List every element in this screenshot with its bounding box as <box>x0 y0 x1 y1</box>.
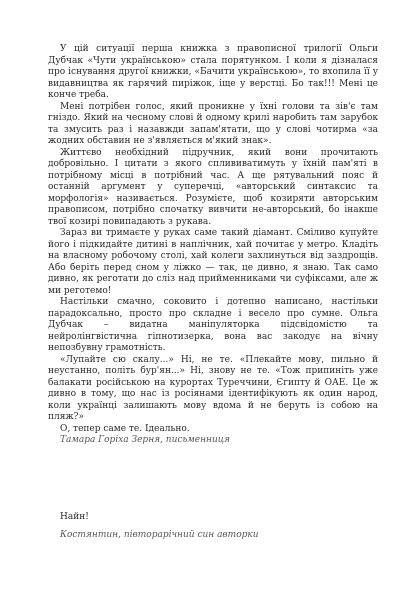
paragraph: Мені потрібен голос, який проникне у їхні голови та зів'є там гніздо. Який на чесному слові й одному крилі наробить там зарубок та змусить раз і назавжди запам'ятати, що у слові чотирма «за жодних обставин не з'являється м'який знак». <box>48 101 378 146</box>
paragraph: Життєво необхідний підручник, який вони прочитають добровільно. І цитати з якого сплививатимуть у їхній пам'яті в потрібному місці в потрібний час. А ще рятувальний пояс й останній аргумент у суперечці, «авторський синтаксис та морфологія» називається. Розумієте, щоб козиряти авторським правописом, потрібно спочатку вивчити не-авторський, бо інакше твої козирі повипадають з рукава. <box>48 147 378 227</box>
paragraph: У цій ситуації перша книжка з правописної трилогії Ольги Дубчак «Чути українською» стала порятунком. І коли я дізналася про існування другої книжки, «Бачити українською», то вхопила її у видавництва як гарячий пиріжок, іще у верстці. Бо так!!! Мені це конче треба. <box>48 44 378 100</box>
paragraph: Зараз ви тримаєте у руках саме такий діамант. Сміливо купуйте його і підкидайте дитині в наплічник, хай почитає у метро. Кладіть на власному робочому столі, хай колеги захлинуться від заздрощів. Або беріть перед сном у ліжко — так, це дивно, я знаю. Так само дивно, як реготати до сліз над прийменниками чи суфіксами, але ж ми реготемо! <box>48 228 378 296</box>
author-signature: Тамара Горіха Зерня, письменниця <box>60 435 231 445</box>
paragraph: Настільки смачно, соковито і дотепно написано, настільки парадоксально, просто про складне і весело про сумне. Ольга Дубчак – видатна маніпуляторка підсвідомістю та нейролінгвістична гіпнотизерка, вона вас закодує на вічну непозбувну грамотність. <box>48 297 378 353</box>
closing-signature: Костянтин, півторарічний син авторки <box>60 529 259 540</box>
foreword-body <box>48 44 378 447</box>
paragraph: «Лупайте сю скалу...» Ні, не те. «Плекайте мову, пильно й неустанно, політь бур'ян...» Ні, знову не те. «Тож припиніть уже балакати російською на курортах Туреччини, Єгипту й ОАЕ. Це ж дивно в тому, що нас із росіянами ідентифікують як один народ, коли українці залишають мову вдома й не беруть із собою на пляж?» <box>48 354 378 422</box>
closing-text: Найн! <box>60 512 89 522</box>
closing-note <box>48 512 378 541</box>
paragraph: О, тепер саме те. Ідеально. <box>60 423 190 434</box>
